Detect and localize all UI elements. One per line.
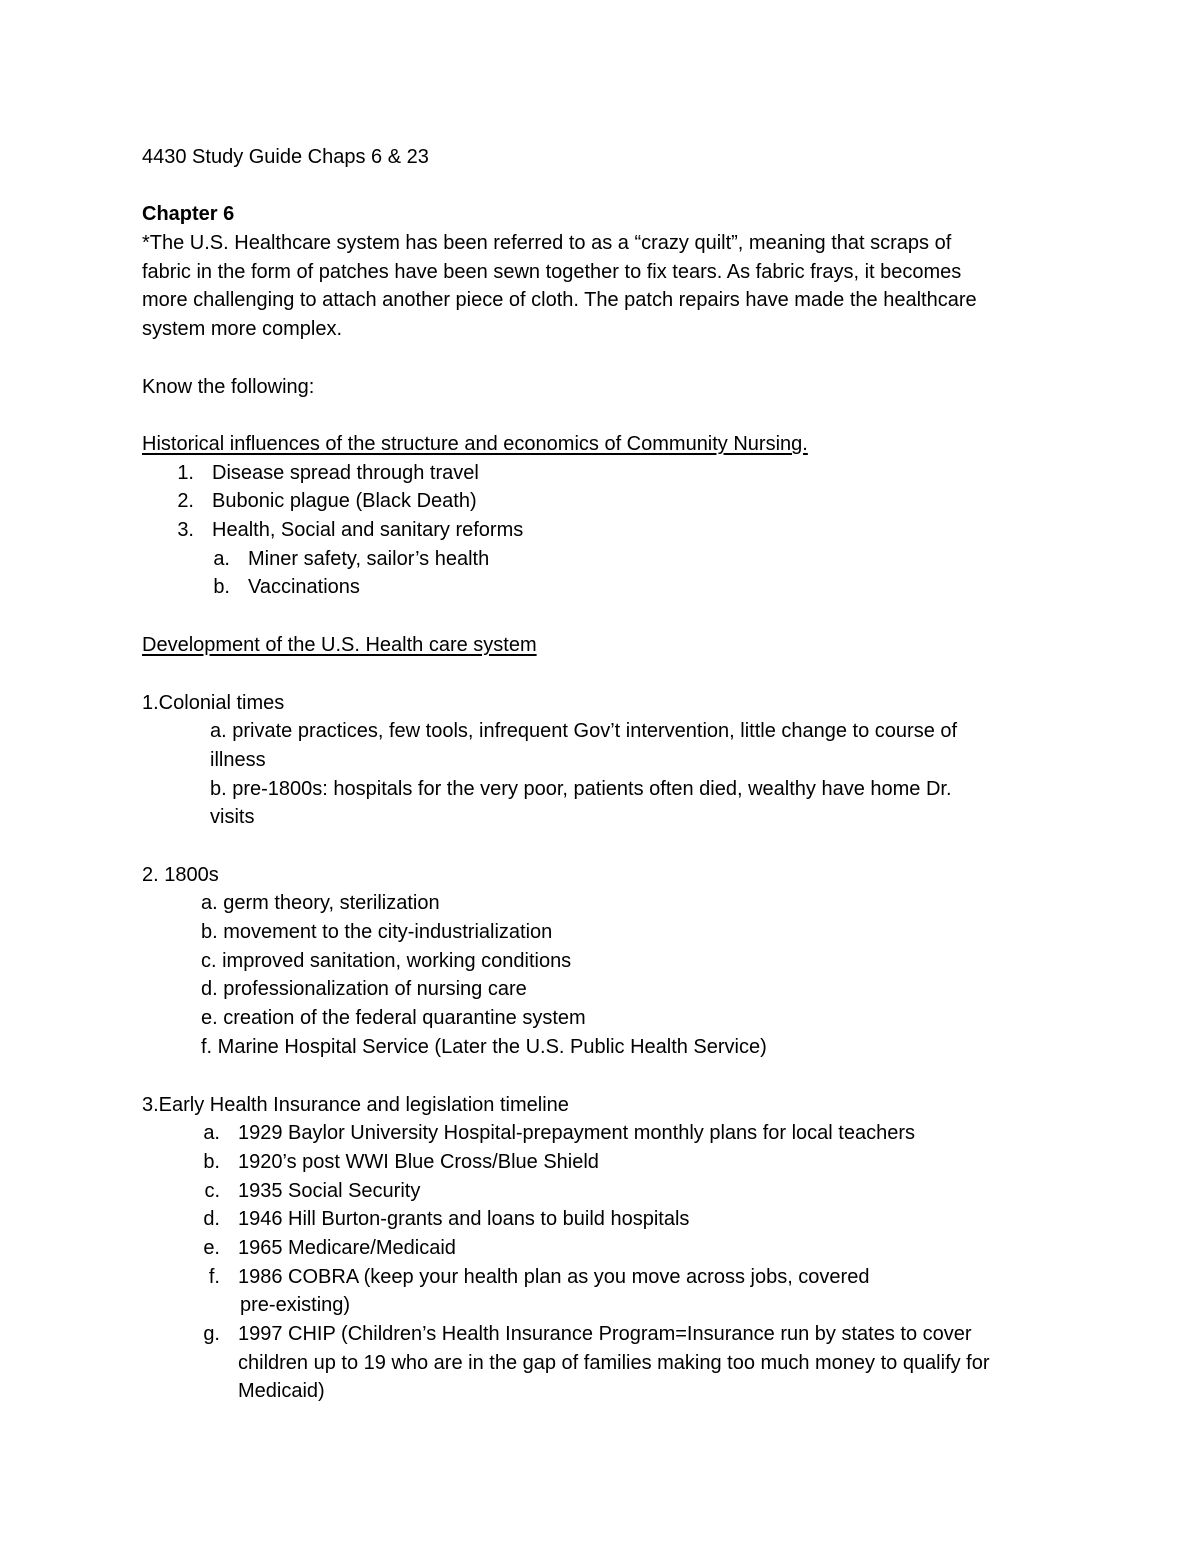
insurance-letter: e. [203, 1237, 220, 1259]
insurance-item: 1986 COBRA (keep your health plan as you move across jobs, covered [238, 1266, 870, 1288]
insurance-item: 1997 CHIP (Children’s Health Insurance Program=Insurance run by states to cover [238, 1323, 972, 1345]
list-item: Health, Social and sanitary reforms [212, 519, 524, 541]
list-number: 2. [177, 490, 194, 512]
1800s-line: a. germ theory, sterilization [201, 892, 440, 914]
1800s-label: 2. 1800s [142, 864, 219, 886]
colonial-line: illness [210, 749, 266, 771]
insurance-letter: c. [204, 1180, 220, 1202]
know-following: Know the following: [142, 376, 315, 398]
intro-line: *The U.S. Healthcare system has been referred to as a “crazy quilt”, meaning that scraps of [142, 232, 952, 254]
list-number: 3. [177, 519, 194, 541]
historical-heading: Historical influences of the structure and economics of Community Nursing. [142, 433, 808, 455]
insurance-letter: g. [203, 1323, 220, 1345]
colonial-line: a. private practices, few tools, infrequent Gov’t intervention, little change to course of [210, 720, 958, 742]
sublist-letter: b. [213, 576, 230, 598]
insurance-item: 1946 Hill Burton-grants and loans to build hospitals [238, 1208, 690, 1230]
list-item: Bubonic plague (Black Death) [212, 490, 477, 512]
1800s-line: f. Marine Hospital Service (Later the U.S. Public Health Service) [201, 1036, 767, 1058]
colonial-line: visits [210, 806, 255, 828]
insurance-letter: d. [203, 1208, 220, 1230]
intro-line: more challenging to attach another piece of cloth. The patch repairs have made the healthcare [142, 289, 977, 311]
intro-line: fabric in the form of patches have been sewn together to fix tears. As fabric frays, it becomes [142, 261, 962, 283]
chapter-heading: Chapter 6 [142, 203, 235, 225]
sublist-item: Vaccinations [248, 576, 360, 598]
insurance-letter: b. [203, 1151, 220, 1173]
colonial-line: b. pre-1800s: hospitals for the very poor, patients often died, wealthy have home Dr. [210, 778, 952, 800]
intro-line: system more complex. [142, 318, 343, 340]
sublist-item: Miner safety, sailor’s health [248, 548, 490, 570]
list-number: 1. [177, 462, 194, 484]
sublist-letter: a. [213, 548, 230, 570]
insurance-item-continued: children up to 19 who are in the gap of families making too much money to qualify for [238, 1352, 990, 1374]
colonial-label: 1.Colonial times [142, 692, 285, 714]
1800s-line: c. improved sanitation, working conditions [201, 950, 572, 972]
document-title: 4430 Study Guide Chaps 6 & 23 [142, 146, 429, 168]
insurance-item-continued: pre-existing) [240, 1294, 351, 1316]
insurance-item: 1965 Medicare/Medicaid [238, 1237, 456, 1259]
insurance-item: 1929 Baylor University Hospital-prepayment monthly plans for local teachers [238, 1122, 915, 1144]
insurance-letter: a. [203, 1122, 220, 1144]
1800s-line: e. creation of the federal quarantine system [201, 1007, 586, 1029]
insurance-label: 3.Early Health Insurance and legislation timeline [142, 1094, 569, 1116]
insurance-item: 1920’s post WWI Blue Cross/Blue Shield [238, 1151, 599, 1173]
1800s-line: d. professionalization of nursing care [201, 978, 527, 1000]
list-item: Disease spread through travel [212, 462, 479, 484]
insurance-item-continued: Medicaid) [238, 1380, 325, 1402]
insurance-letter: f. [208, 1266, 220, 1288]
development-heading: Development of the U.S. Health care system [142, 634, 537, 656]
1800s-line: b. movement to the city-industrialization [201, 921, 553, 943]
insurance-item: 1935 Social Security [238, 1180, 421, 1202]
